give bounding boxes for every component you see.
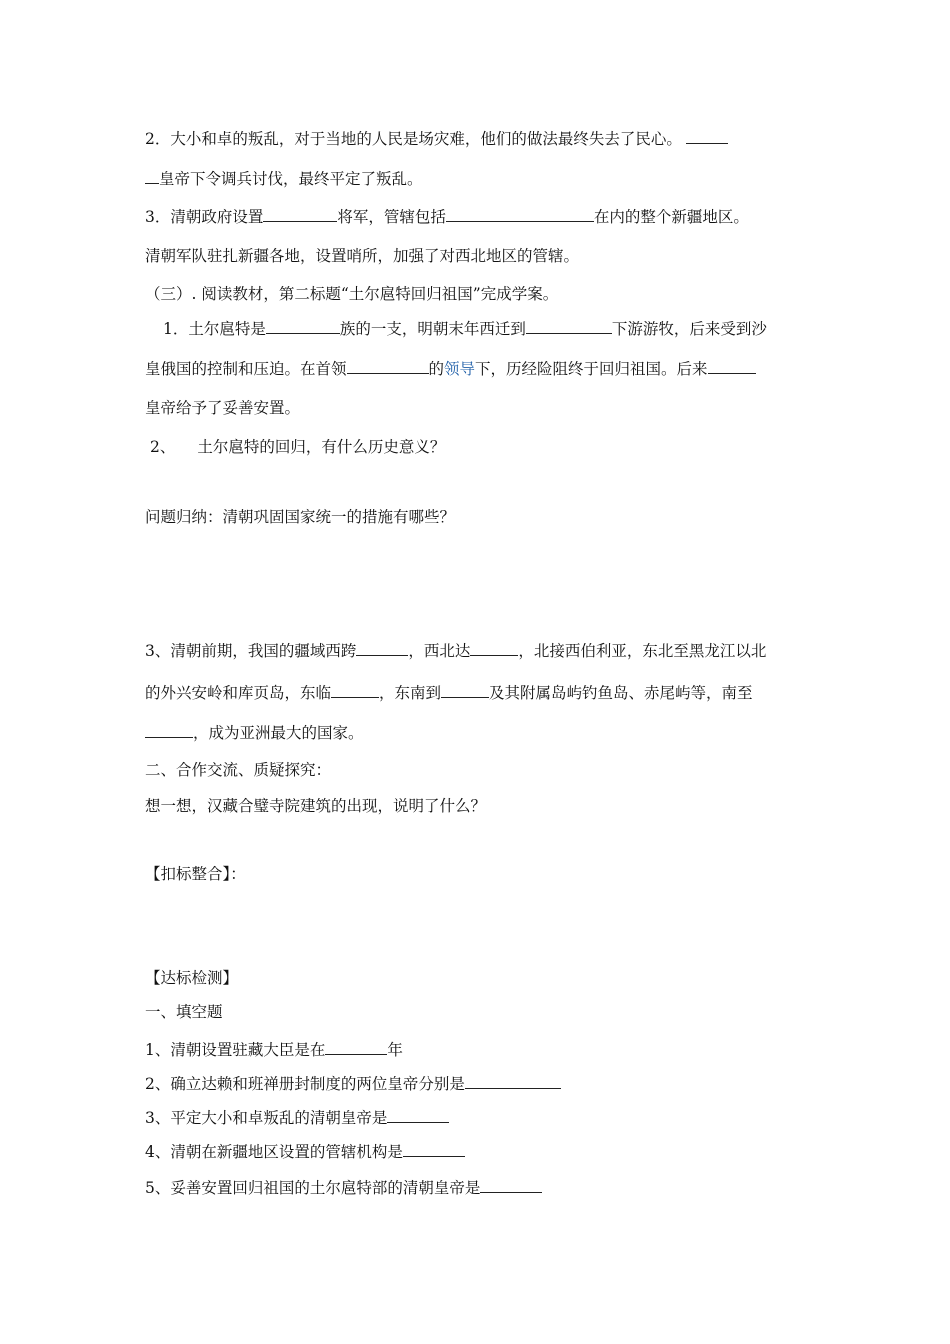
- answer-blank[interactable]: [446, 206, 594, 222]
- q2-line-1: 2．大小和卓的叛乱，对于当地的人民是场灾难，他们的做法最终失去了民心。: [145, 128, 728, 149]
- answer-blank[interactable]: [708, 358, 756, 374]
- answer-blank[interactable]: [441, 682, 489, 698]
- test-heading: 【达标检测】: [145, 969, 239, 987]
- answer-blank[interactable]: [263, 206, 337, 222]
- answer-blank[interactable]: [470, 640, 518, 656]
- cooperation-heading: 二、合作交流、质疑探究：: [145, 761, 332, 779]
- answer-blank[interactable]: [266, 318, 340, 334]
- answer-blank[interactable]: [145, 722, 193, 738]
- torghut-q2: 2、 土尔扈特的回归，有什么历史意义？: [150, 438, 446, 456]
- q2-line-2: 皇帝下令调兵讨伐，最终平定了叛乱。: [145, 168, 423, 189]
- answer-blank[interactable]: [465, 1073, 561, 1089]
- torghut-q1-line-3: 皇帝给予了妥善安置。: [145, 399, 301, 417]
- test-q4: 4、清朝在新疆地区设置的管辖机构是: [145, 1141, 465, 1162]
- answer-blank[interactable]: [526, 318, 612, 334]
- integration-heading: 【扣标整合】：: [145, 865, 246, 883]
- cooperation-question: 想一想，汉藏合璧寺院建筑的出现，说明了什么？: [145, 797, 487, 815]
- test-q5: 5、妥善安置回归祖国的土尔扈特部的清朝皇帝是: [145, 1177, 542, 1198]
- answer-blank[interactable]: [387, 1107, 449, 1123]
- q3-line-1: 3．清朝政府设置 将军，管辖包括 在内的整个新疆地区。: [145, 208, 749, 226]
- answer-blank[interactable]: [356, 640, 408, 656]
- section-3-heading: （三）. 阅读教材，第二标题“土尔扈特回归祖国”完成学案。: [145, 285, 559, 303]
- territory-line-1: 3、清朝前期，我国的疆域西跨 ，西北达 ，北接西伯利亚，东北至黑龙江以北: [145, 642, 767, 660]
- test-sub-heading: 一、填空题: [145, 1003, 223, 1021]
- test-q3: 3、平定大小和卓叛乱的清朝皇帝是: [145, 1107, 449, 1128]
- territory-line-2: 的外兴安岭和库页岛，东临 ，东南到 及其附属岛屿钓鱼岛、赤尾屿等，南至: [145, 684, 753, 702]
- answer-blank[interactable]: [480, 1177, 542, 1193]
- answer-blank[interactable]: [325, 1039, 387, 1055]
- test-q2: 2、确立达赖和班禅册封制度的两位皇帝分别是: [145, 1073, 561, 1094]
- leadership-link[interactable]: 领导: [444, 360, 476, 378]
- answer-blank[interactable]: [331, 682, 379, 698]
- answer-blank[interactable]: [347, 358, 429, 374]
- torghut-q1-line-1: 1．土尔扈特是 族的一支，明朝末年西迁到 下游游牧，后来受到沙: [163, 320, 767, 338]
- territory-line-3: ，成为亚洲最大的国家。: [145, 722, 364, 743]
- test-q1: 1、清朝设置驻藏大臣是在 年: [145, 1041, 403, 1059]
- answer-blank[interactable]: [145, 168, 159, 184]
- answer-blank[interactable]: [403, 1141, 465, 1157]
- torghut-q1-line-2: 皇俄国的控制和压迫。在首领 的领导下，历经险阻终于回归祖国。后来: [145, 358, 756, 379]
- answer-blank[interactable]: [686, 128, 728, 144]
- summary-question: 问题归纳：清朝巩固国家统一的措施有哪些？: [145, 508, 456, 526]
- q3-line-2: 清朝军队驻扎新疆各地，设置哨所，加强了对西北地区的管辖。: [145, 247, 580, 265]
